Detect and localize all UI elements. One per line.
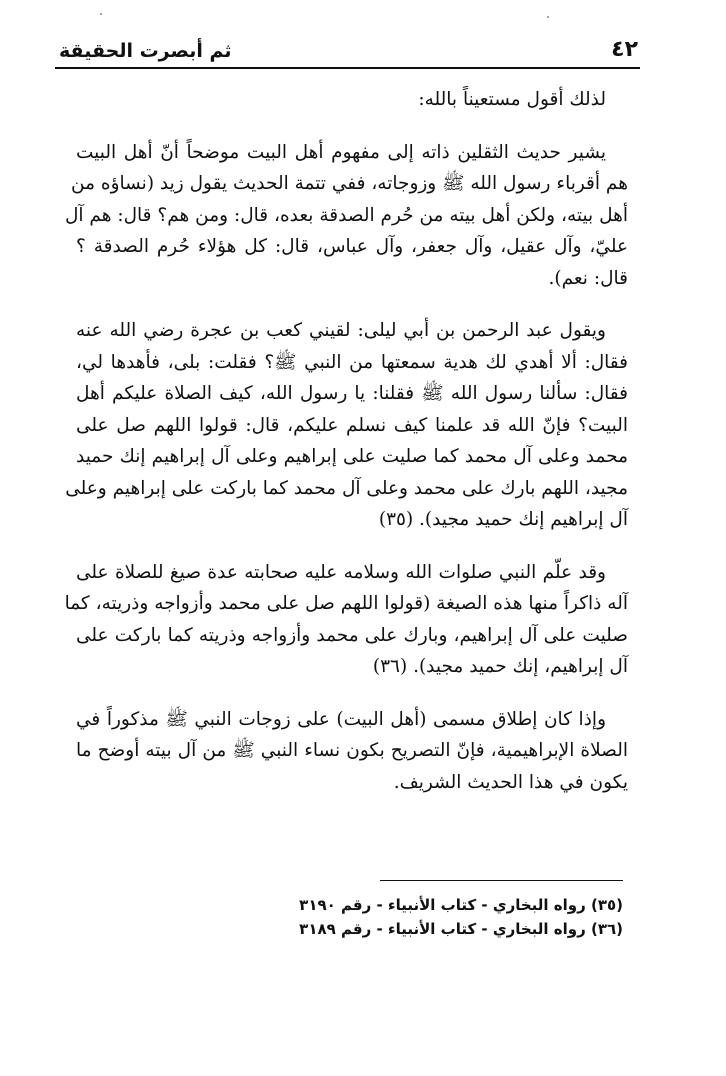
paragraph (64, 137, 628, 295)
text-line: آل إبراهيم، إنك حميد مجيد). (٣٦) (372, 656, 628, 677)
text-line: يشير حديث الثقلين ذاته إلى مفهوم أهل البيت موضحاً أنّ أهل البيت (76, 141, 606, 163)
text-line: وقد علّم النبي صلوات الله وسلامه عليه صحابته عدة صيغ للصلاة على (76, 561, 606, 583)
footnote: (٣٥) رواه البخاري - كتاب الأنبياء - رقم ٣١٩٠ (299, 896, 623, 914)
text-line: آله ذاكراً منها هذه الصيغة (قولوا اللهم صل على محمد وأزواجه وذريته، كما (64, 593, 628, 614)
text-line: لذلك أقول مستعيناً بالله: (418, 89, 606, 110)
text-line: ويقول عبد الرحمن بن أبي ليلى: لقيني كعب بن عجرة رضي الله عنه (76, 320, 606, 341)
text-line: فقال: سألنا رسول الله ﷺ فقلنا: يا رسول الله، كيف الصلاة عليكم أهل (76, 383, 628, 404)
text-line: البيت؟ فإنّ الله قد علمنا كيف نسلم عليكم، قال: قولوا اللهم صل على (76, 414, 628, 436)
paragraph (64, 557, 628, 683)
text-line: هم أقرباء رسول الله ﷺ وزوجاته، ففي تتمة الحديث يقول زيد (نساؤه من (71, 173, 628, 194)
text-line: آل إبراهيم إنك حميد مجيد). (٣٥) (378, 509, 628, 530)
body-text (64, 84, 628, 798)
page-header (55, 37, 640, 69)
page-number: ٤٢ (611, 37, 638, 62)
text-line: عليّ، وآل عقيل، وآل جعفر، وآل عباس، قال: كل هؤلاء حُرم الصدقة ؟ (76, 236, 628, 257)
footnotes (250, 893, 623, 941)
running-title: ثم أبصرت الحقيقة (59, 40, 232, 62)
paragraph (65, 315, 628, 536)
text-line: محمد وعلى آل محمد كما صليت على إبراهيم وعلى آل إبراهيم إنك حميد (76, 446, 628, 467)
scan-speck (547, 16, 549, 18)
footnote-separator (380, 880, 623, 881)
scan-speck (100, 13, 102, 15)
text-line: مجيد، اللهم بارك على محمد وعلى آل محمد كما باركت على إبراهيم وعلى (65, 477, 628, 499)
text-line: يكون في هذا الحديث الشريف. (393, 771, 628, 793)
text-line: صليت على آل إبراهيم، وبارك على محمد وأزواجه وذريته كما باركت على (76, 624, 628, 646)
text-line: فقال: ألا أهدي لك هدية سمعتها من النبي ﷺ؟ فقلت: بلى، فأهدها لي، (76, 351, 628, 373)
text-line: أهل بيته، ولكن أهل بيته من حُرم الصدقة بعده، قال: ومن هم؟ قال: هم آل (64, 204, 628, 226)
paragraph (76, 704, 628, 799)
paragraph (76, 84, 628, 116)
text-line: وإذا كان إطلاق مسمى (أهل البيت) على زوجات النبي ﷺ مذكوراً في (76, 708, 606, 730)
text-line: قال: نعم). (548, 267, 628, 289)
text-line: الصلاة الإبراهيمية، فإنّ التصريح بكون نساء النبي ﷺ من آل بيته أوضح ما (76, 740, 628, 761)
footnote: (٣٦) رواه البخاري - كتاب الأنبياء - رقم ٣١٨٩ (299, 920, 623, 938)
